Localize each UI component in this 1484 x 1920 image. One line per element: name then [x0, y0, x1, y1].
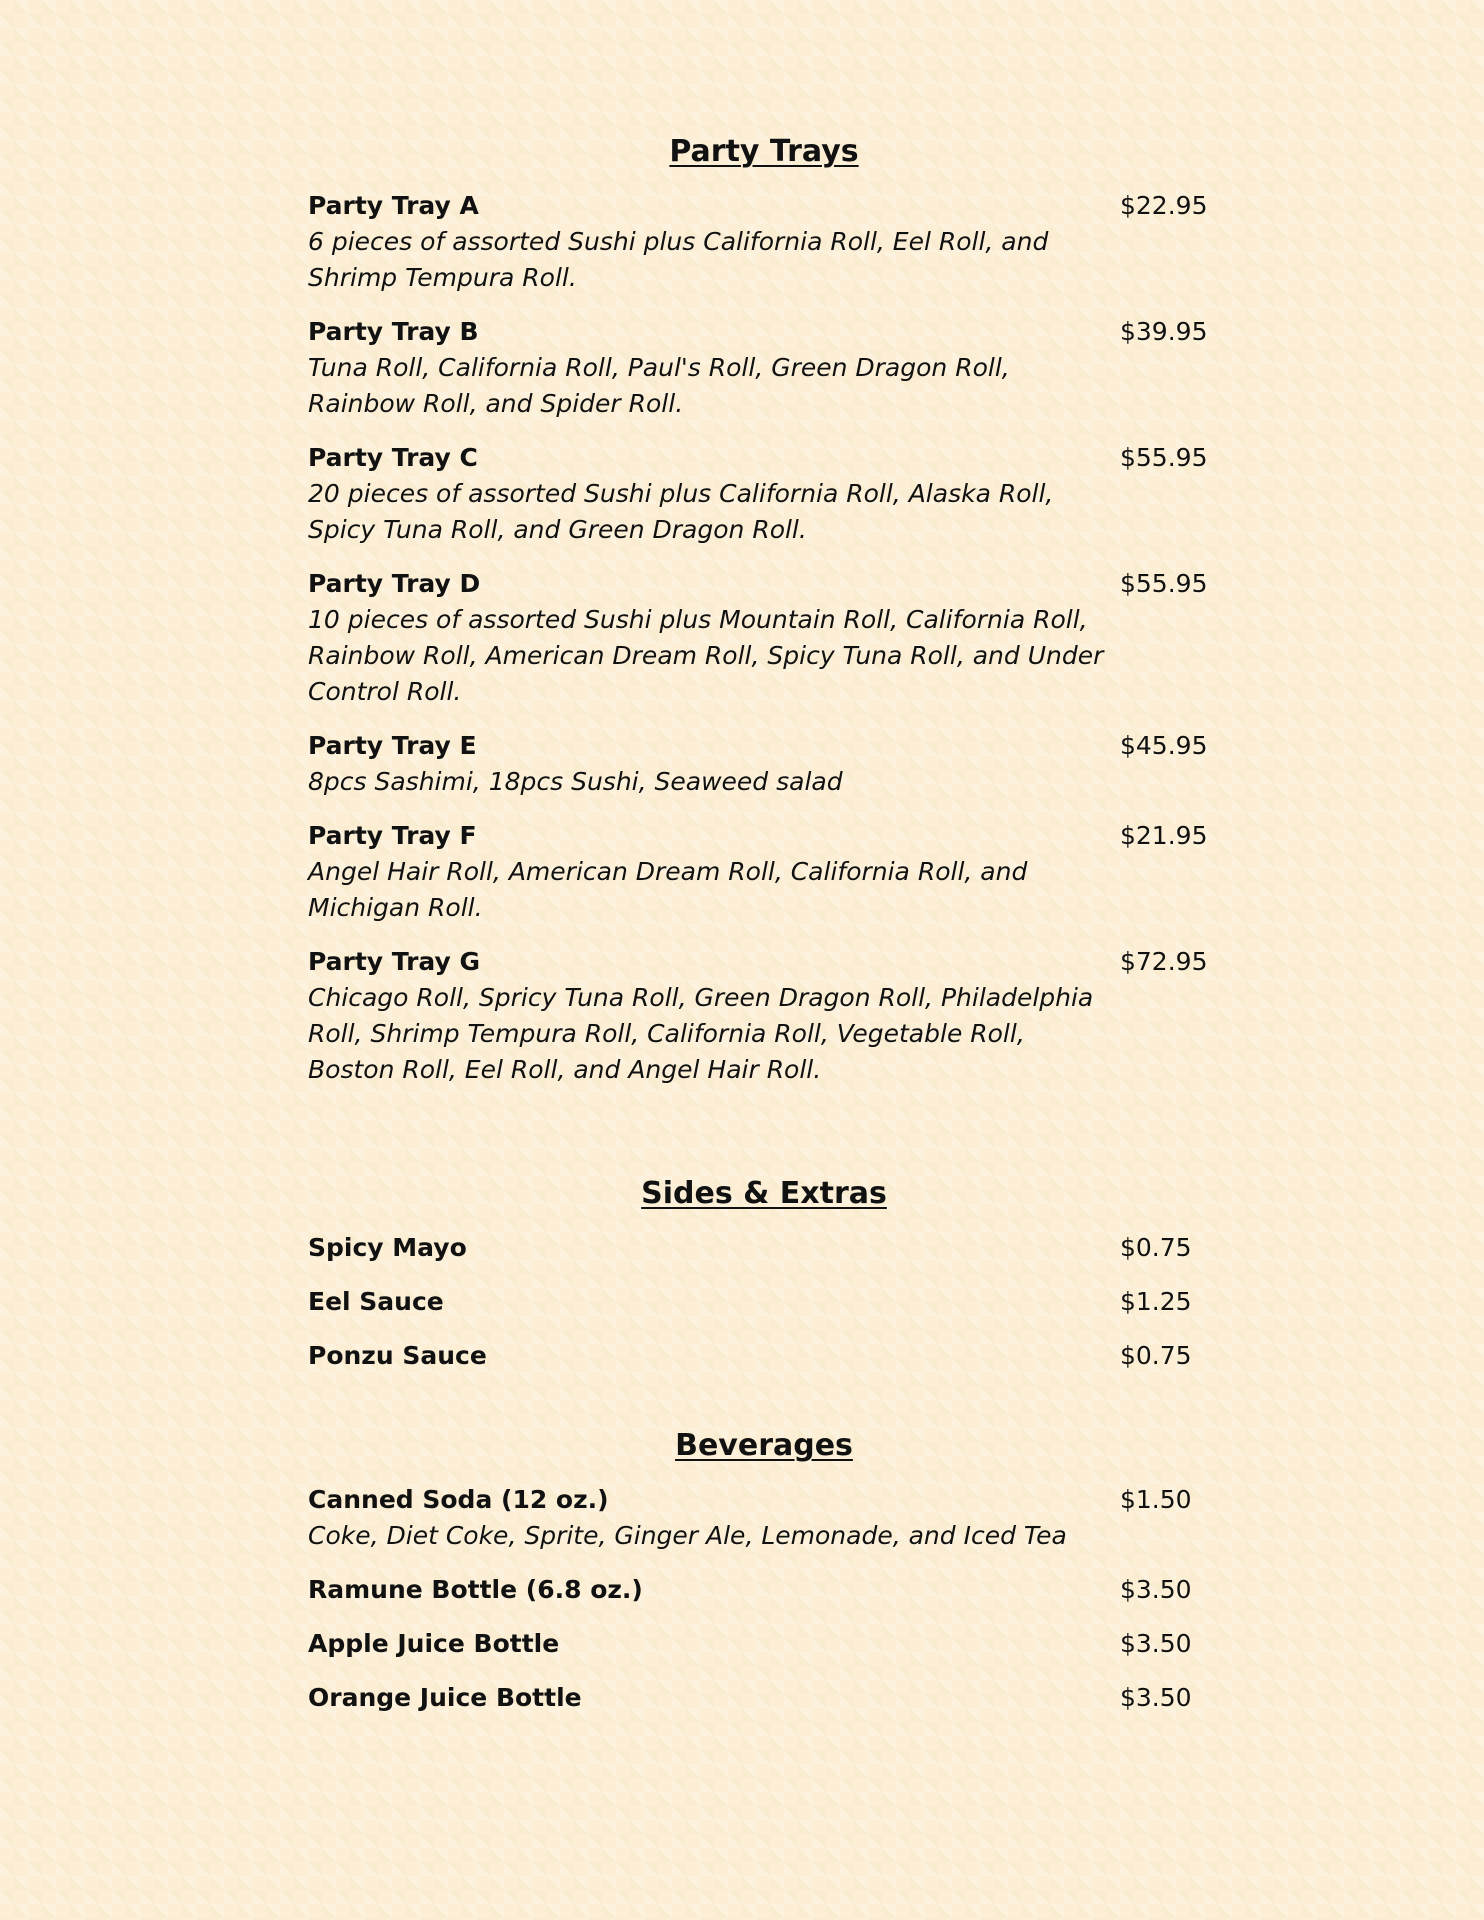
item-price: $45.95 [1120, 731, 1208, 760]
menu-item-orange-juice-bottle [308, 1680, 1220, 1716]
menu-item-ponzu-sauce [308, 1338, 1220, 1374]
sides-extras-section [308, 1172, 1220, 1374]
item-name: Party Tray C [308, 443, 478, 472]
item-price: $55.95 [1120, 569, 1208, 598]
menu-item-party-tray-d [308, 566, 1220, 710]
item-price: $39.95 [1120, 317, 1208, 346]
item-price: $3.50 [1120, 1575, 1192, 1604]
item-price: $3.50 [1120, 1629, 1192, 1658]
item-name: Ponzu Sauce [308, 1341, 487, 1370]
menu-item-party-tray-e [308, 728, 1220, 800]
menu-item-party-tray-g [308, 944, 1220, 1088]
item-name: Orange Juice Bottle [308, 1683, 582, 1712]
menu-item-canned-soda [308, 1482, 1220, 1554]
item-price: $0.75 [1120, 1341, 1192, 1370]
item-name: Party Tray B [308, 317, 479, 346]
menu-item-spicy-mayo [308, 1230, 1220, 1266]
section-title-sides-extras: Sides & Extras [641, 1176, 887, 1211]
item-price: $3.50 [1120, 1683, 1192, 1712]
menu-item-party-tray-f [308, 818, 1220, 926]
item-price: $1.50 [1120, 1485, 1192, 1514]
item-name: Party Tray A [308, 191, 479, 220]
section-title-party-trays: Party Trays [669, 134, 859, 169]
item-name: Eel Sauce [308, 1287, 444, 1316]
menu-item-apple-juice-bottle [308, 1626, 1220, 1662]
item-name: Ramune Bottle (6.8 oz.) [308, 1575, 643, 1604]
menu-item-party-tray-b [308, 314, 1220, 422]
item-description: 6 pieces of assorted Sushi plus California Roll, Eel Roll, and Shrimp Tempura Roll. [308, 227, 1049, 292]
item-price: $1.25 [1120, 1287, 1192, 1316]
party-trays-section [308, 130, 1220, 1088]
item-price: $22.95 [1120, 191, 1208, 220]
menu-item-eel-sauce [308, 1284, 1220, 1320]
menu-item-party-tray-a [308, 188, 1220, 296]
item-price: $21.95 [1120, 821, 1208, 850]
item-description: 10 pieces of assorted Sushi plus Mountain Roll, California Roll, Rainbow Roll, American Dream Roll, Spicy Tuna Roll, and Under Control Roll. [308, 605, 1104, 706]
beverages-section [308, 1424, 1220, 1716]
item-name: Apple Juice Bottle [308, 1629, 560, 1658]
item-name: Party Tray F [308, 821, 477, 850]
item-name: Canned Soda (12 oz.) [308, 1485, 609, 1514]
item-name: Spicy Mayo [308, 1233, 467, 1262]
item-description: 20 pieces of assorted Sushi plus California Roll, Alaska Roll, Spicy Tuna Roll, and Green Dragon Roll. [308, 479, 1054, 544]
item-description: Chicago Roll, Spricy Tuna Roll, Green Dragon Roll, Philadelphia Roll, Shrimp Tempura Roll, California Roll, Vegetable Roll, Boston Roll, Eel Roll, and Angel Hair Roll. [308, 983, 1094, 1084]
item-description: Tuna Roll, California Roll, Paul's Roll, Green Dragon Roll, Rainbow Roll, and Spider Roll. [308, 353, 1010, 418]
section-title-beverages: Beverages [675, 1428, 853, 1463]
item-description: 8pcs Sashimi, 18pcs Sushi, Seaweed salad [308, 767, 843, 796]
menu-item-party-tray-c [308, 440, 1220, 548]
item-description: Angel Hair Roll, American Dream Roll, California Roll, and Michigan Roll. [308, 857, 1028, 922]
item-description: Coke, Diet Coke, Sprite, Ginger Ale, Lemonade, and Iced Tea [308, 1521, 1067, 1550]
item-price: $55.95 [1120, 443, 1208, 472]
menu-item-ramune-bottle [308, 1572, 1220, 1608]
item-price: $72.95 [1120, 947, 1208, 976]
menu-page [308, 130, 1220, 1734]
item-name: Party Tray D [308, 569, 481, 598]
item-name: Party Tray G [308, 947, 481, 976]
item-price: $0.75 [1120, 1233, 1192, 1262]
item-name: Party Tray E [308, 731, 477, 760]
